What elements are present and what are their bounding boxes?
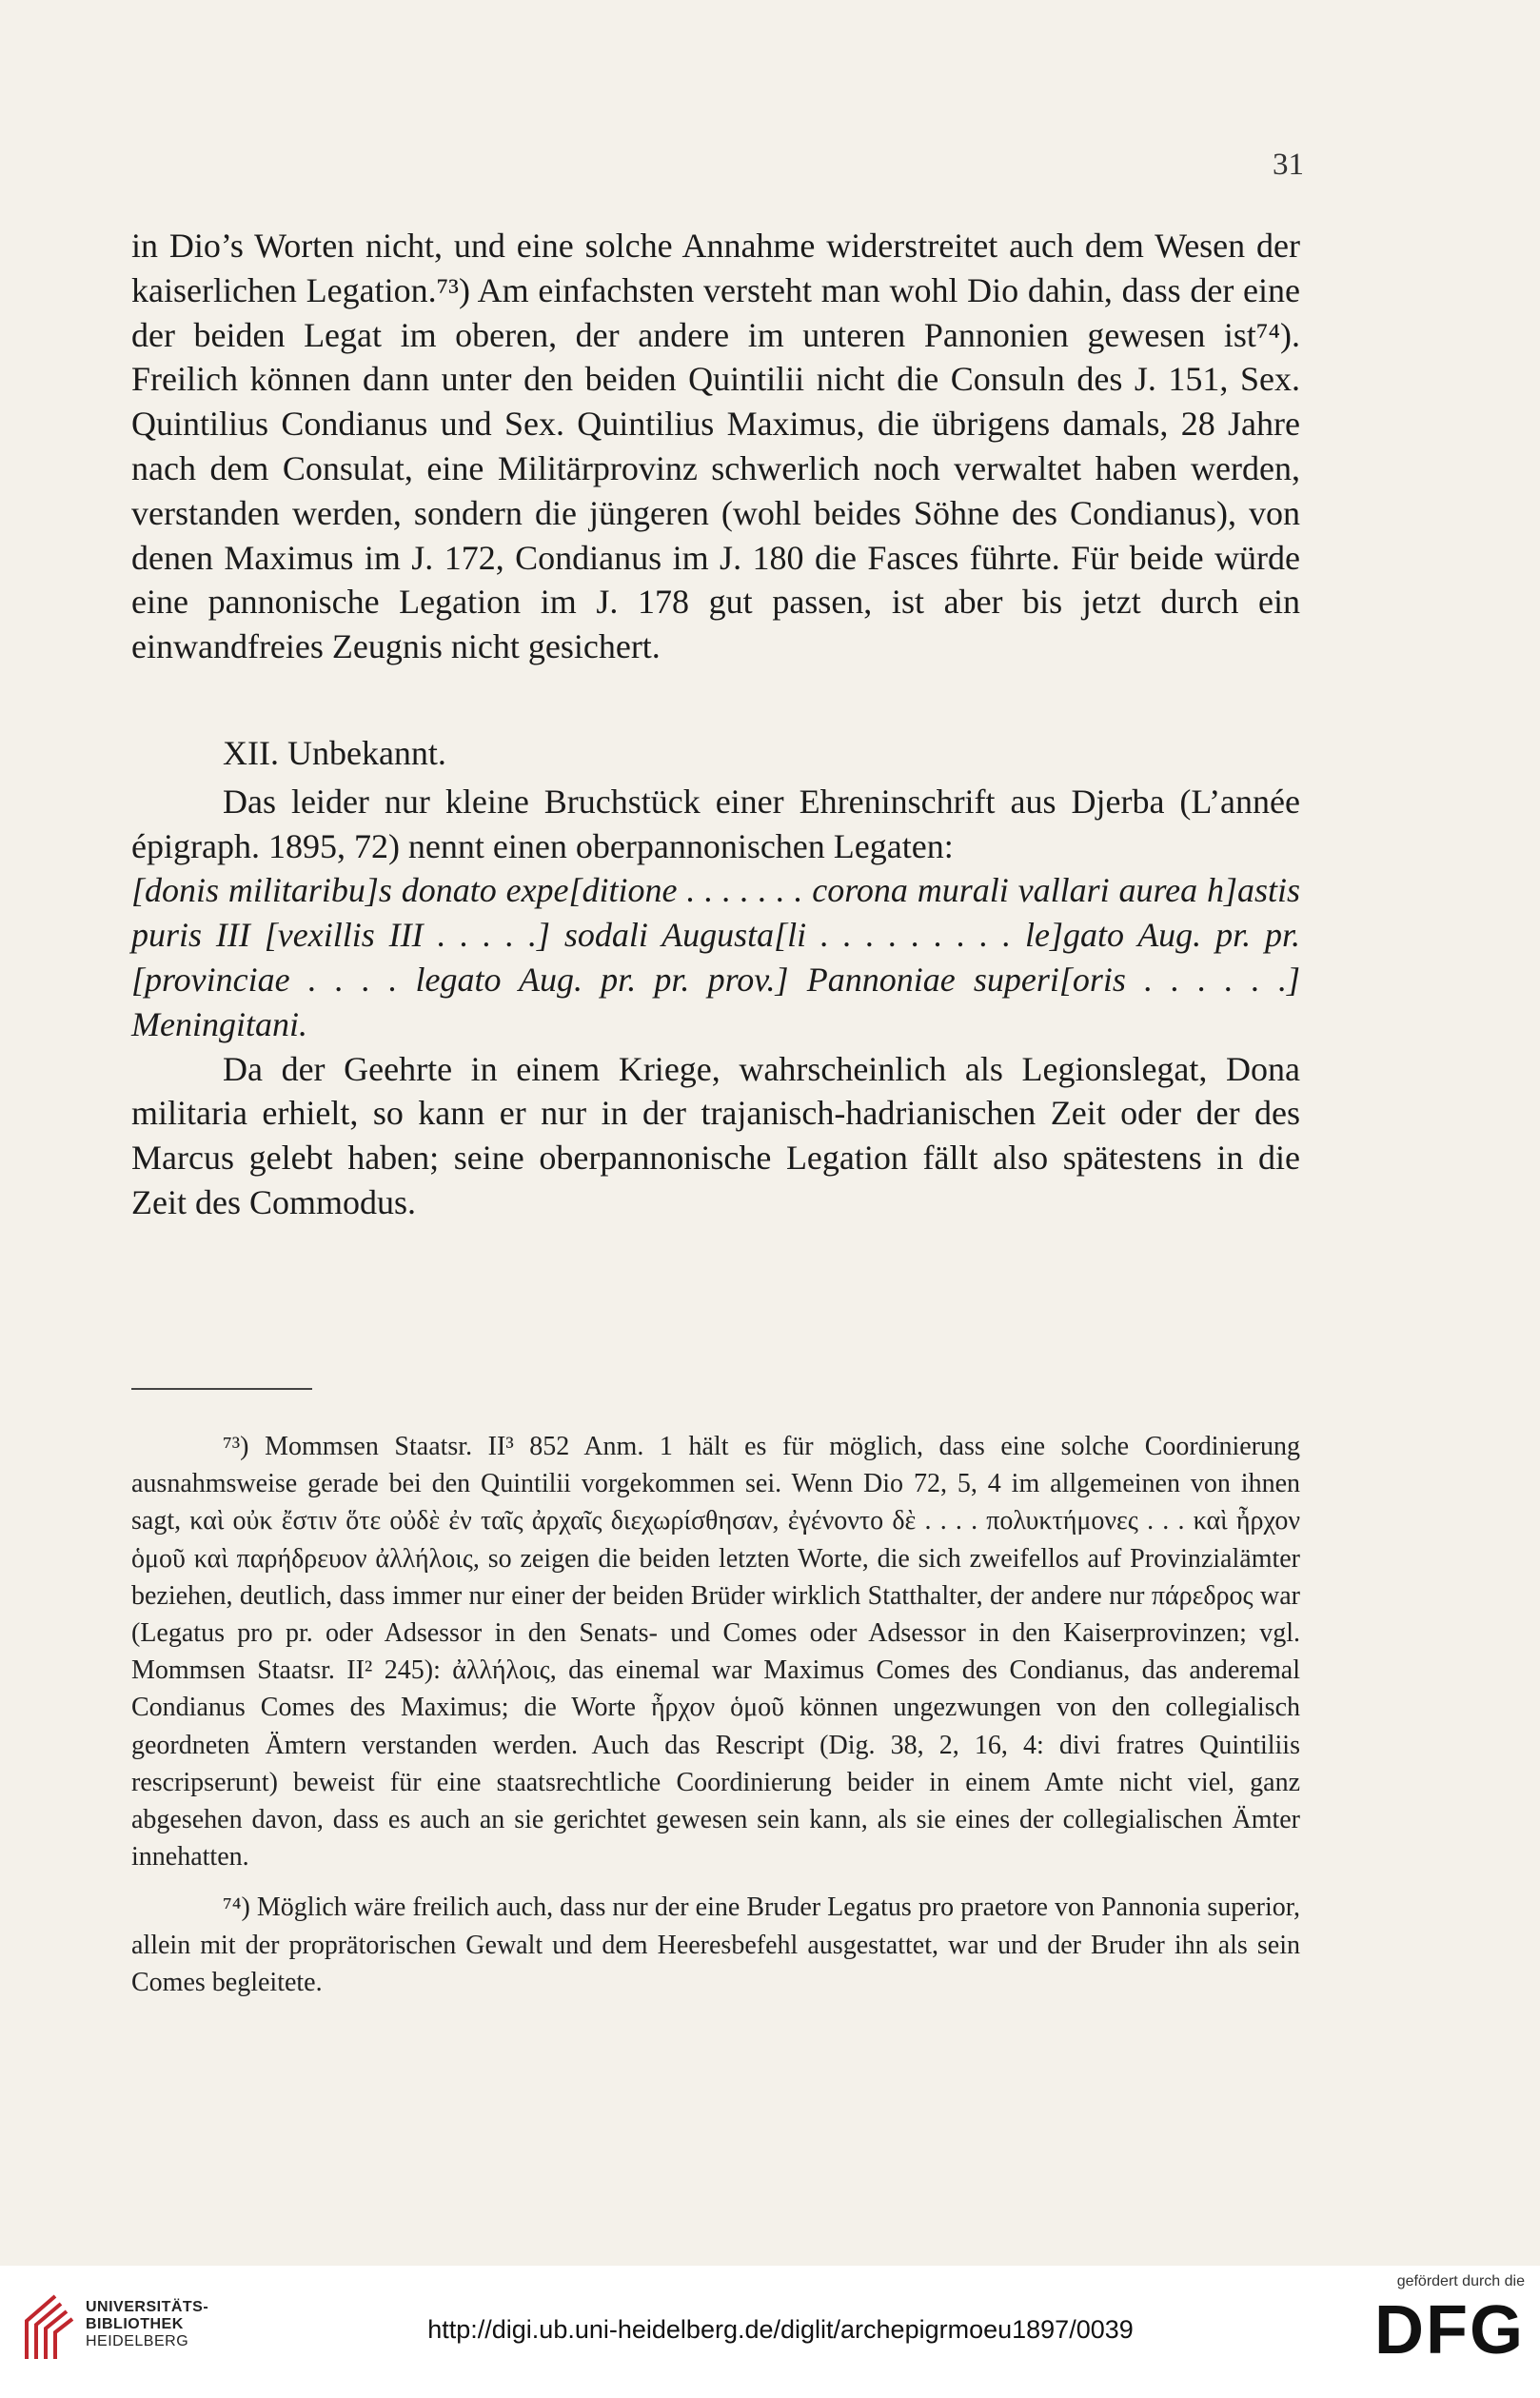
main-text xyxy=(131,224,1300,1225)
inscription-text: [donis militaribu]s donato expe[ditione . . . . . . . corona murali vallari aurea h]astis puris III [vexillis III . . . . .] sodali Augusta[li . . . . . . . . . le]gato Aug. pr. pr. [provinciae . . . . legato Aug. pr. pr. prov.] Pannoniae superi[oris . . . . . .] Meningitani. xyxy=(131,871,1300,1043)
source-url-link[interactable]: http://digi.ub.uni-heidelberg.de/diglit/archepigrmoeu1897/0039 xyxy=(427,2315,1134,2344)
library-name-line: BIBLIOTHEK xyxy=(86,2316,184,2332)
paragraph: in Dio’s Worten nicht, und eine solche Annahme widerstreitet auch dem Wesen der kaiserlichen Legation.⁷³) Am einfachsten versteht man wohl Dio dahin, dass der eine der beiden Legat im oberen, der andere im unteren Pannonien gewesen ist⁷⁴). Freilich können dann unter den beiden Quintilii nicht die Consuln des J. 151, Sex. Quintilius Condianus und Sex. Quintilius Maximus, die übrigens damals, 28 Jahre nach dem Consulat, eine Militärprovinz schwerlich noch verwaltet haben werden, verstanden werden, sondern die jüngeren (wohl beides Söhne des Condianus), von denen Maximus im J. 172, Condianus im J. 180 die Fasces führte. Für beide würde eine pannonische Legation im J. 178 gut passen, ist aber bis jetzt durch ein einwandfreies Zeugnis nicht gesichert. xyxy=(131,227,1300,666)
footer-bar xyxy=(0,2266,1540,2398)
footnote: ⁷⁴) Möglich wäre freilich auch, dass nur der eine Bruder Legatus pro praetore von Pannonia superior, allein mit der proprätorischen Gewalt und dem Heeresbefehl ausgestattet, war und der Bruder ihn als sein Comes begleitete. xyxy=(131,1893,1300,1997)
funder-block xyxy=(1363,2273,1525,2370)
library-name xyxy=(86,2299,208,2350)
paragraph: Das leider nur kleine Bruchstück einer Ehreninschrift aus Djerba (L’année épigraph. 1895, 72) nennt einen oberpannonischen Legaten: xyxy=(131,782,1300,865)
footnote: ⁷³) Mommsen Staatsr. II³ 852 Anm. 1 hält es für möglich, dass eine solche Coordinierung ausnahmsweise gerade bei den Quintilii vorgekommen sei. Wenn Dio 72, 5, 4 im allgemeinen von ihnen sagt, καὶ οὐκ ἔστιν ὅτε οὐδὲ ἐν ταῖς ἀρχαῖς διεχωρίσθησαν, ἐγένοντο δὲ . . . . πολυκτήμονες . . . καὶ ἦρχον ὁμοῦ καὶ παρήδρευον ἀλλήλοις, so zeigen die beiden letzten Worte, die sich zweifellos auf Provinzialämter beziehen, deutlich, dass immer nur einer der beiden Brüder wirklich Statthalter, der andere nur πάρεδρος war (Legatus pro pr. oder Adsessor in den Senats- und Comes oder Adsessor in den Kaiserprovinzen; vgl. Mommsen Staatsr. II² 245): ἀλλήλοις, das einemal war Maximus Comes des Condianus, das anderemal Condianus Comes des Maximus; die Worte ἦρχον ὁμοῦ können ungezwungen von den collegialisch geordneten Ämtern verstanden werden. Auch das Rescript (Dig. 38, 2, 16, 4: divi fratres Quintiliis rescripserunt) beweist für eine staatsrechtliche Coordinierung beider in einem Amte nicht viel, ganz abgesehen davon, dass es auch an sie gerichtet gewesen sein kann, als sie eines der collegialischen Ämter innehatten. xyxy=(131,1432,1300,1873)
footnotes xyxy=(131,1428,1300,2001)
funding-note: gefördert durch die xyxy=(1396,2273,1525,2289)
paragraph: Da der Geehrte in einem Kriege, wahrscheinlich als Legionslegat, Dona militaria erhielt, so kann er nur in der trajanisch-hadrianischen Zeit oder der des Marcus gelebt haben; seine oberpannonische Legation fällt also spätestens in die Zeit des Commodus. xyxy=(131,1049,1300,1221)
footnote-divider xyxy=(131,1388,312,1390)
page-number: 31 xyxy=(1273,148,1304,182)
dfg-logo: DFG xyxy=(1374,2292,1525,2368)
section-heading: XII. Unbekannt. xyxy=(223,733,446,772)
library-name-line: HEIDELBERG xyxy=(86,2333,189,2349)
university-library-logo-icon xyxy=(17,2292,78,2363)
library-name-line: UNIVERSITÄTS- xyxy=(86,2299,209,2315)
